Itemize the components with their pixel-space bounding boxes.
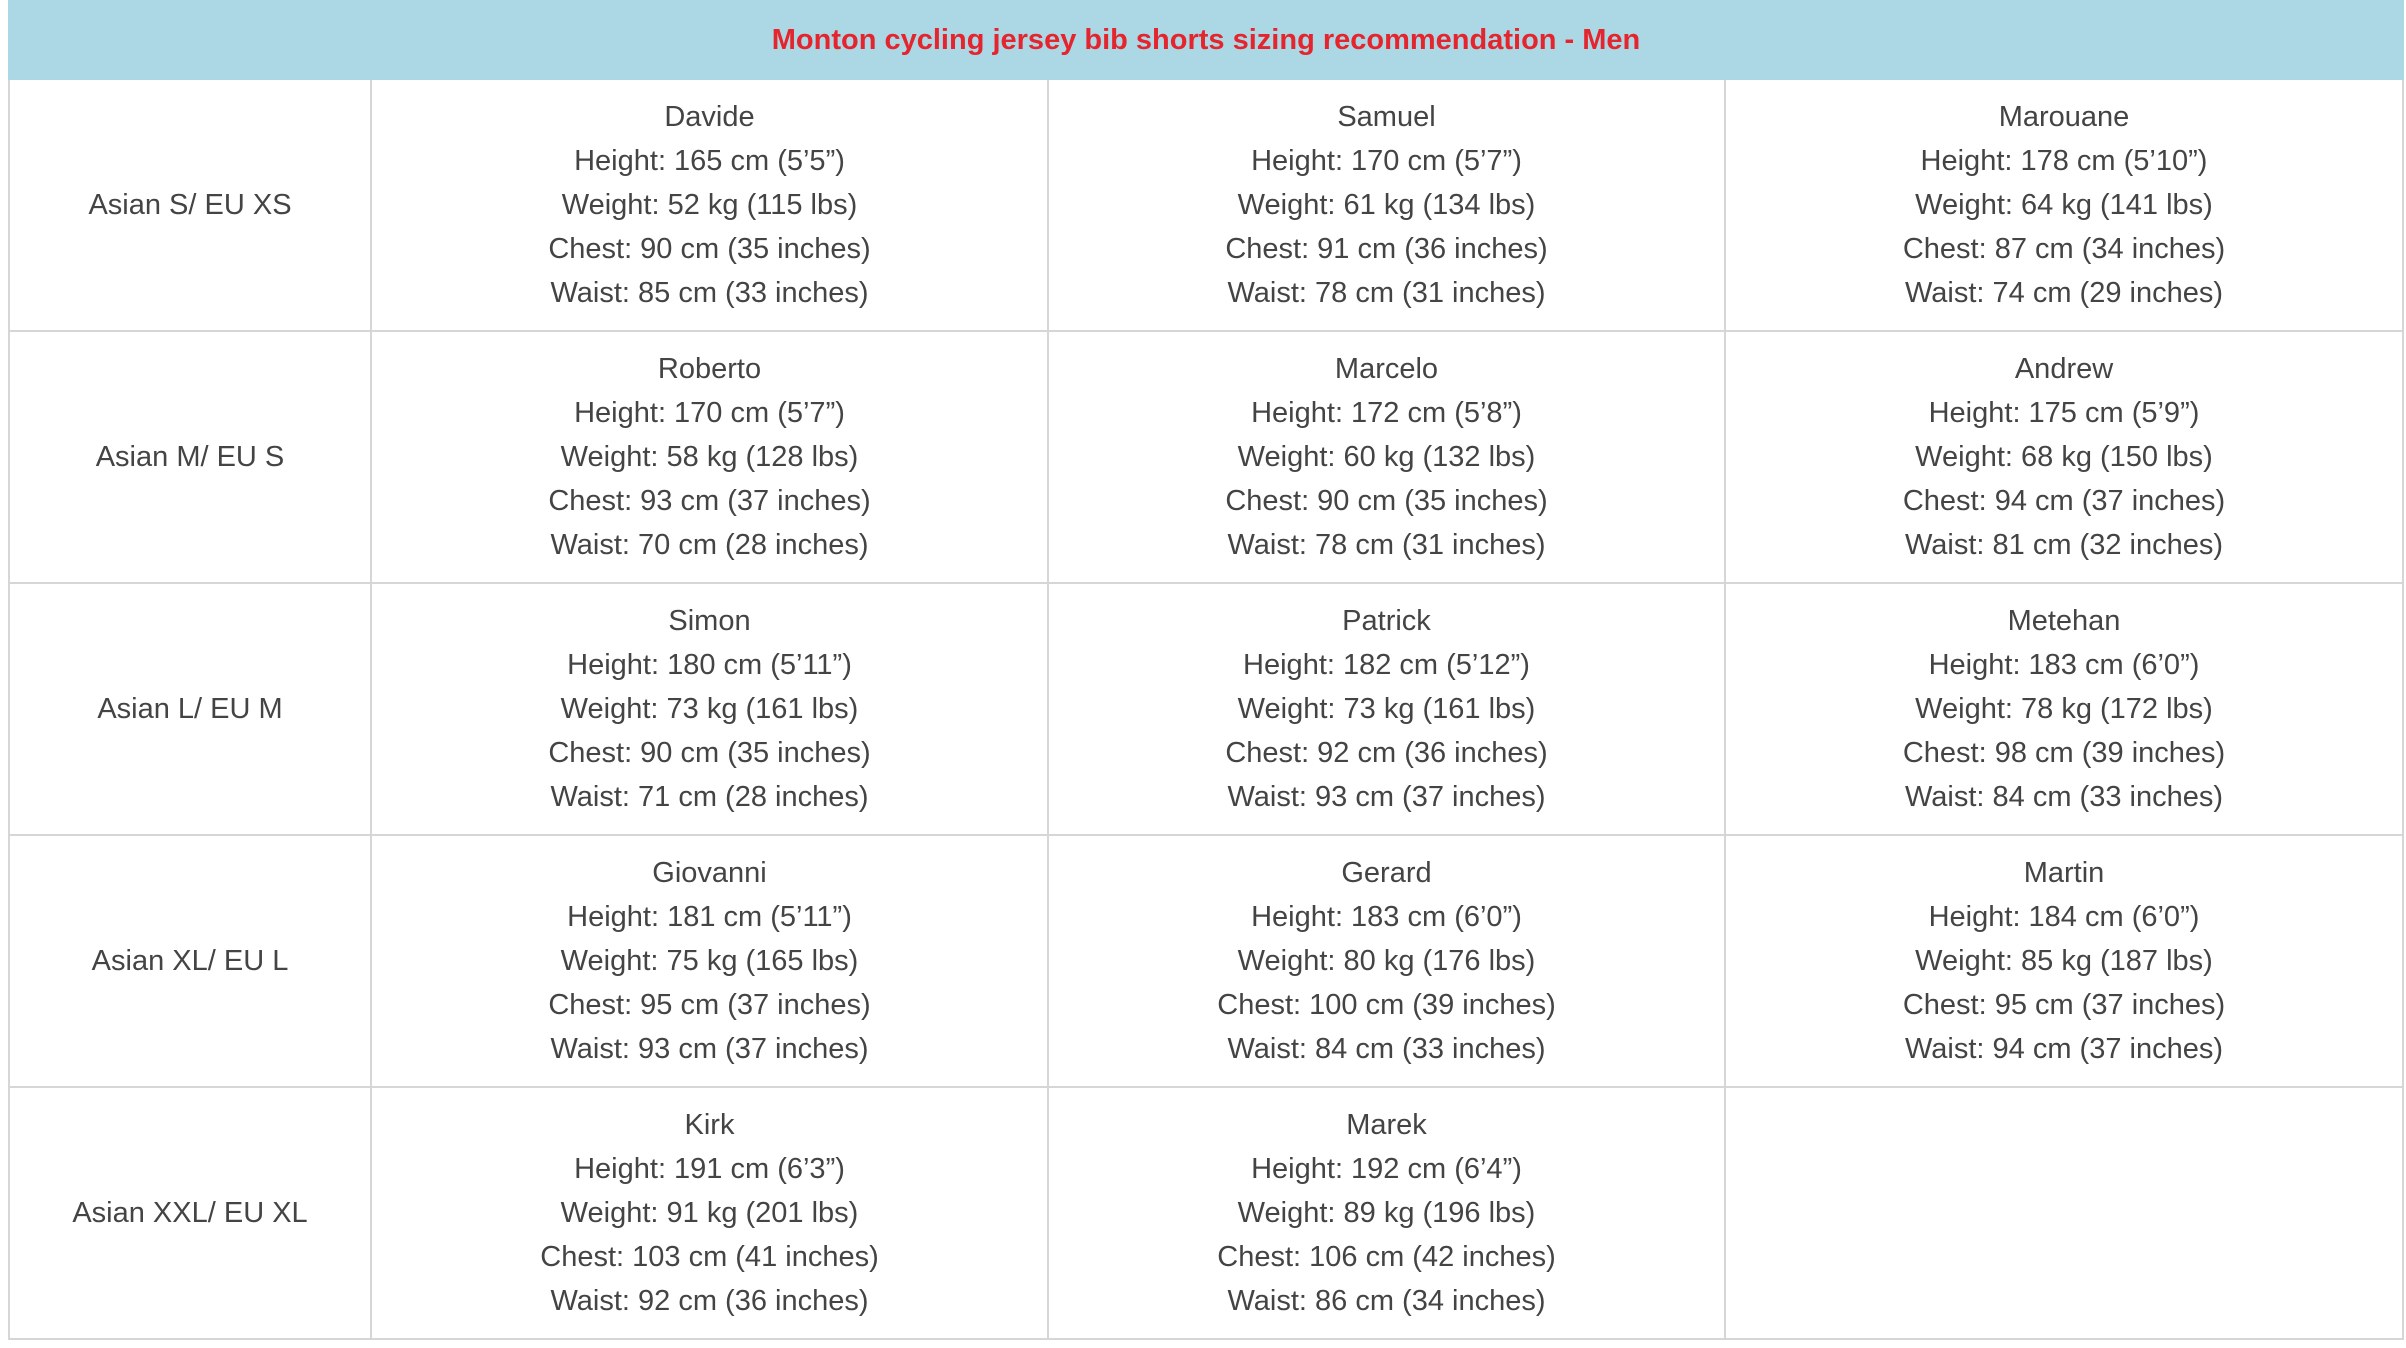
size-label: Asian S/ EU XS — [9, 79, 371, 331]
rider-cell — [371, 583, 1048, 835]
rider-cell — [371, 331, 1048, 583]
rider-weight: Weight: 75 kg (165 lbs) — [560, 945, 859, 977]
rider-weight: Weight: 68 kg (150 lbs) — [1915, 441, 2213, 473]
rider-waist: Waist: 93 cm (37 inches) — [1227, 781, 1546, 813]
rider-height: Height: 172 cm (5’8”) — [1251, 397, 1522, 429]
rider-name: Marek — [1346, 1109, 1427, 1141]
rider-waist: Waist: 81 cm (32 inches) — [1904, 529, 2224, 561]
rider-height: Height: 183 cm (6’0”) — [1251, 901, 1522, 933]
rider-chest: Chest: 95 cm (37 inches) — [548, 989, 871, 1021]
rider-weight: Weight: 73 kg (161 lbs) — [560, 693, 859, 725]
rider-weight: Weight: 80 kg (176 lbs) — [1237, 945, 1536, 977]
rider-height: Height: 184 cm (6’0”) — [1928, 901, 2200, 933]
rider-cell — [1725, 835, 2403, 1087]
rider-waist: Waist: 74 cm (29 inches) — [1904, 277, 2224, 309]
rider-chest: Chest: 95 cm (37 inches) — [1902, 989, 2226, 1021]
rider-waist: Waist: 78 cm (31 inches) — [1227, 277, 1546, 309]
rider-height: Height: 178 cm (5’10”) — [1920, 145, 2208, 177]
rider-name: Samuel — [1337, 101, 1436, 133]
rider-name: Kirk — [684, 1109, 735, 1141]
rider-name: Giovanni — [652, 857, 767, 889]
rider-cell — [371, 835, 1048, 1087]
rider-chest: Chest: 90 cm (35 inches) — [548, 737, 871, 769]
rider-name: Simon — [668, 605, 751, 637]
rider-weight: Weight: 60 kg (132 lbs) — [1237, 441, 1536, 473]
rider-waist: Waist: 84 cm (33 inches) — [1227, 1033, 1546, 1065]
rider-name: Patrick — [1342, 605, 1431, 637]
rider-waist: Waist: 93 cm (37 inches) — [550, 1033, 869, 1065]
rider-name: Metehan — [2007, 605, 2121, 637]
rider-height: Height: 183 cm (6’0”) — [1928, 649, 2200, 681]
rider-waist: Waist: 92 cm (36 inches) — [550, 1285, 869, 1317]
rider-height: Height: 181 cm (5’11”) — [567, 901, 852, 933]
rider-waist: Waist: 86 cm (34 inches) — [1227, 1285, 1546, 1317]
rider-height: Height: 170 cm (5’7”) — [1251, 145, 1522, 177]
table-row — [9, 1087, 2403, 1339]
table-body — [9, 79, 2403, 1339]
size-label: Asian XL/ EU L — [9, 835, 371, 1087]
rider-weight: Weight: 89 kg (196 lbs) — [1237, 1197, 1536, 1229]
rider-cell — [1725, 79, 2403, 331]
rider-waist: Waist: 94 cm (37 inches) — [1904, 1033, 2224, 1065]
rider-chest: Chest: 100 cm (39 inches) — [1217, 989, 1556, 1021]
rider-height: Height: 191 cm (6’3”) — [574, 1153, 845, 1185]
sizing-table-container — [8, 0, 2402, 1340]
rider-name: Andrew — [2014, 353, 2114, 385]
rider-height: Height: 170 cm (5’7”) — [574, 397, 845, 429]
rider-weight: Weight: 58 kg (128 lbs) — [560, 441, 859, 473]
rider-chest: Chest: 98 cm (39 inches) — [1902, 737, 2226, 769]
rider-height: Height: 165 cm (5’5”) — [574, 145, 845, 177]
rider-waist: Waist: 70 cm (28 inches) — [550, 529, 869, 561]
table-title: Monton cycling jersey bib shorts sizing recommendation - Men — [9, 1, 2403, 79]
rider-cell — [371, 1087, 1048, 1339]
rider-name: Davide — [664, 101, 755, 133]
rider-name: Martin — [2023, 857, 2105, 889]
rider-height: Height: 182 cm (5’12”) — [1243, 649, 1530, 681]
empty-cell — [1725, 1087, 2403, 1339]
rider-weight: Weight: 73 kg (161 lbs) — [1237, 693, 1536, 725]
rider-weight: Weight: 78 kg (172 lbs) — [1915, 693, 2213, 725]
rider-chest: Chest: 92 cm (36 inches) — [1225, 737, 1548, 769]
rider-chest: Chest: 106 cm (42 inches) — [1217, 1241, 1556, 1273]
rider-cell — [1048, 79, 1725, 331]
rider-chest: Chest: 87 cm (34 inches) — [1902, 233, 2226, 265]
rider-chest: Chest: 90 cm (35 inches) — [548, 233, 871, 265]
rider-weight: Weight: 91 kg (201 lbs) — [560, 1197, 859, 1229]
rider-weight: Weight: 61 kg (134 lbs) — [1237, 189, 1536, 221]
size-label: Asian M/ EU S — [9, 331, 371, 583]
sizing-table — [8, 0, 2404, 1340]
rider-cell — [1048, 583, 1725, 835]
rider-cell — [1048, 331, 1725, 583]
rider-cell — [371, 79, 1048, 331]
table-row — [9, 835, 2403, 1087]
table-row — [9, 79, 2403, 331]
rider-height: Height: 175 cm (5’9”) — [1928, 397, 2200, 429]
rider-name: Marouane — [1998, 101, 2130, 133]
rider-chest: Chest: 90 cm (35 inches) — [1225, 485, 1548, 517]
rider-height: Height: 192 cm (6’4”) — [1251, 1153, 1522, 1185]
rider-weight: Weight: 85 kg (187 lbs) — [1915, 945, 2213, 977]
rider-height: Height: 180 cm (5’11”) — [567, 649, 852, 681]
rider-waist: Waist: 71 cm (28 inches) — [550, 781, 869, 813]
rider-waist: Waist: 84 cm (33 inches) — [1904, 781, 2224, 813]
rider-cell — [1725, 583, 2403, 835]
rider-name: Gerard — [1341, 857, 1432, 889]
table-row — [9, 331, 2403, 583]
rider-cell — [1048, 1087, 1725, 1339]
rider-chest: Chest: 91 cm (36 inches) — [1225, 233, 1548, 265]
size-label: Asian XXL/ EU XL — [9, 1087, 371, 1339]
rider-waist: Waist: 78 cm (31 inches) — [1227, 529, 1546, 561]
rider-waist: Waist: 85 cm (33 inches) — [550, 277, 869, 309]
rider-weight: Weight: 64 kg (141 lbs) — [1915, 189, 2213, 221]
rider-chest: Chest: 103 cm (41 inches) — [540, 1241, 879, 1273]
rider-chest: Chest: 93 cm (37 inches) — [548, 485, 871, 517]
title-row — [9, 1, 2403, 79]
size-label: Asian L/ EU M — [9, 583, 371, 835]
rider-weight: Weight: 52 kg (115 lbs) — [561, 189, 858, 221]
rider-cell — [1725, 331, 2403, 583]
rider-name: Marcelo — [1334, 353, 1439, 385]
table-row — [9, 583, 2403, 835]
rider-name: Roberto — [657, 353, 762, 385]
rider-chest: Chest: 94 cm (37 inches) — [1902, 485, 2226, 517]
rider-cell — [1048, 835, 1725, 1087]
